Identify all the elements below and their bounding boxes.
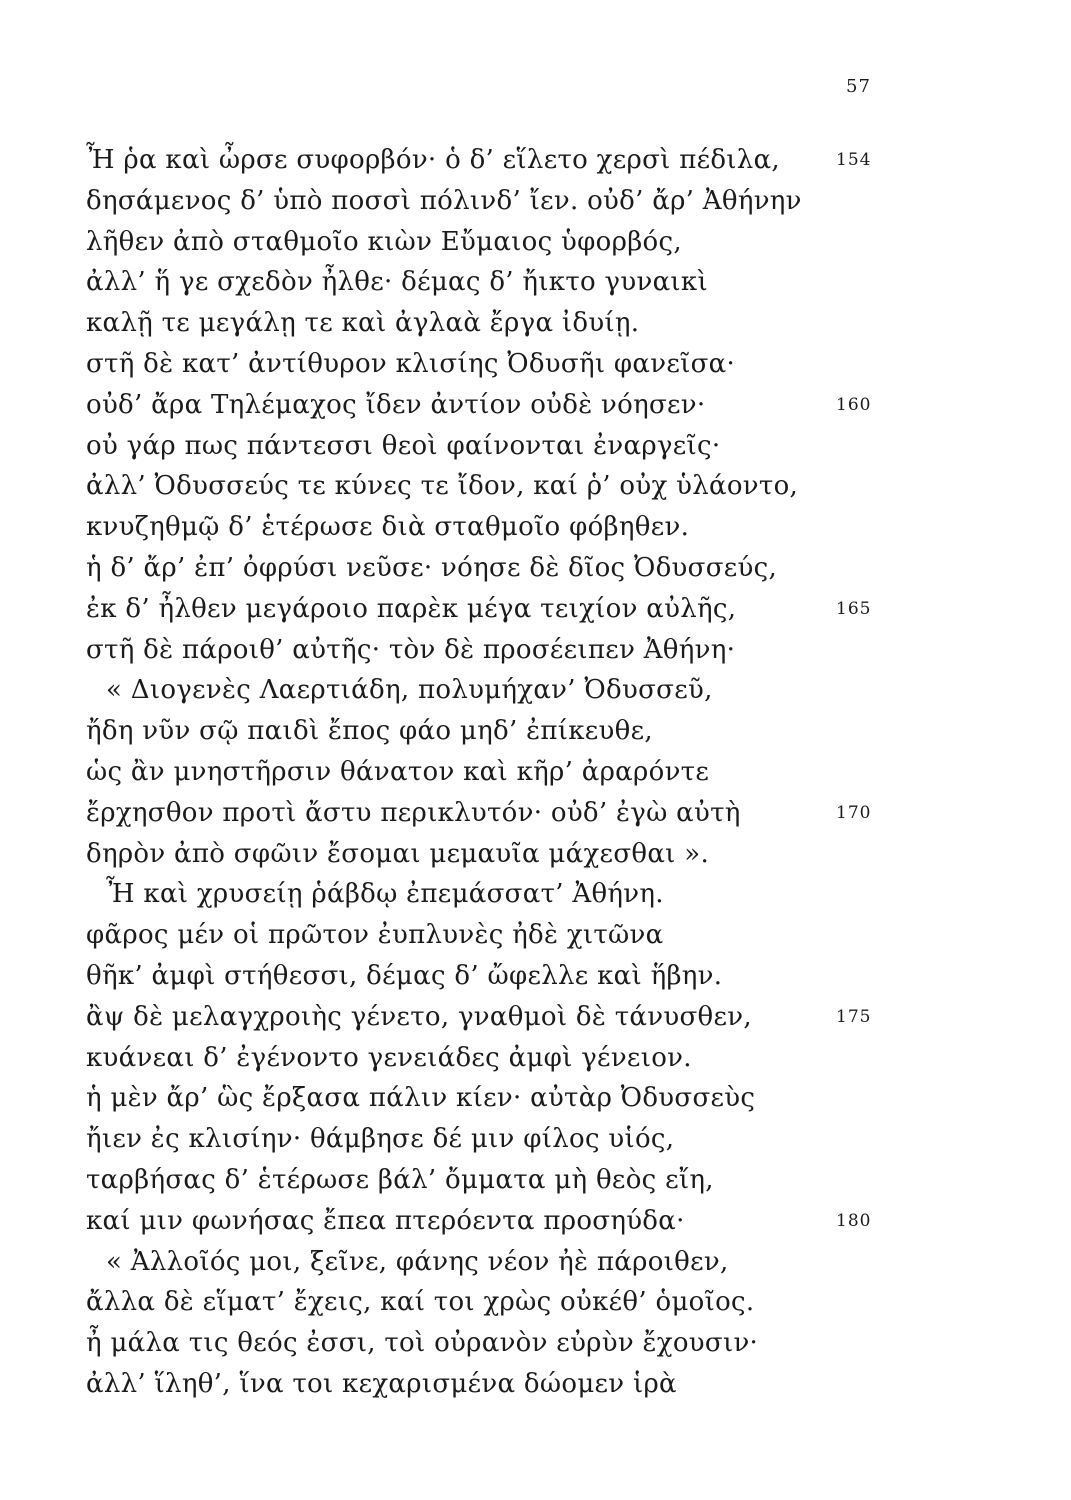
verse-text: καί μιν φωνήσας ἔπεα πτερόεντα προσηύδα· — [86, 1205, 685, 1236]
verse-line — [86, 793, 872, 834]
verse-text: ταρβήσας δ’ ἑτέρωσε βάλ’ ὄμματα μὴ θεὸς εἴη, — [86, 1164, 714, 1195]
verse-line — [86, 1038, 836, 1079]
verse-line — [86, 222, 836, 263]
page-number: 57 — [846, 76, 871, 97]
line-number: 170 — [836, 802, 872, 823]
verse-line — [86, 344, 836, 385]
verse-line — [86, 140, 872, 181]
verse-text: κυάνεαι δ’ ἐγένοντο γενειάδες ἀμφὶ γένειον. — [86, 1042, 692, 1073]
verse-text: ἦ μάλα τις θεός ἐσσι, τοὶ οὐρανὸν εὐρὺν ἔχουσιν· — [86, 1328, 759, 1359]
verse-text: ἀλλ’ ἵληθ’, ἵνα τοι κεχαρισμένα δώομεν ἱρὰ — [86, 1368, 677, 1399]
verse-line — [86, 1282, 836, 1323]
verse-line — [86, 548, 836, 589]
verse-text: ἤιεν ἐς κλισίην· θάμβησε δέ μιν φίλος υἱός, — [86, 1124, 675, 1155]
verse-line — [86, 1119, 836, 1160]
verse-line — [86, 303, 836, 344]
verse-line — [86, 670, 836, 711]
verse-line — [86, 466, 836, 507]
verse-text: ἀλλ’ ἥ γε σχεδὸν ἦλθε· δέμας δ’ ἤικτο γυναικὶ — [86, 267, 708, 298]
line-number: 160 — [836, 394, 872, 415]
verse-line — [86, 1078, 836, 1119]
verse-line — [86, 426, 836, 467]
verse-text: ἡ μὲν ἄρ’ ὣς ἔρξασα πάλιν κίεν· αὐτὰρ Ὀδυσσεὺς — [86, 1083, 756, 1114]
verse-text: δηρὸν ἀπὸ σφῶιν ἔσομαι μεμαυῖα μάχεσθαι ». — [86, 838, 710, 869]
verse-line — [86, 1201, 872, 1242]
verse-text: ἔρχησθον προτὶ ἄστυ περικλυτόν· οὐδ’ ἐγὼ αὐτὴ — [86, 797, 741, 828]
verse-text: οὐ γάρ πως πάντεσσι θεοὶ φαίνονται ἐναργεῖς· — [86, 430, 721, 461]
verse-text: στῆ δὲ πάροιθ’ αὐτῆς· τὸν δὲ προσέειπεν Ἀθήνη· — [86, 634, 736, 665]
verse-text: ἡ δ’ ἄρ’ ἐπ’ ὀφρύσι νεῦσε· νόησε δὲ δῖος Ὀδυσσεύς, — [86, 552, 778, 583]
verse-text: καλῇ τε μεγάλῃ τε καὶ ἀγλαὰ ἔργα ἰδυίῃ. — [86, 308, 640, 339]
verse-text: « Ἀλλοῖός μοι, ξεῖνε, φάνης νέον ἠὲ πάροιθεν, — [106, 1246, 729, 1277]
verse-text: ἀλλ’ Ὀδυσσεύς τε κύνες τε ἴδον, καί ῥ’ οὐχ ὑλάοντο, — [86, 471, 799, 502]
verse-line — [86, 956, 836, 997]
verse-text: Ἦ καὶ χρυσείῃ ῥάβδῳ ἐπεμάσσατ’ Ἀθήνη. — [106, 879, 664, 910]
verse-block — [86, 140, 872, 1405]
verse-line — [86, 262, 836, 303]
line-number: 154 — [836, 150, 872, 170]
verse-text: ἤδη νῦν σῷ παιδὶ ἔπος φάο μηδ’ ἐπίκευθε, — [86, 716, 653, 747]
verse-text: λῆθεν ἀπὸ σταθμοῖο κιὼν Εὔμαιος ὑφορβός, — [86, 226, 682, 257]
verse-text: θῆκ’ ἀμφὶ στήθεσσι, δέμας δ’ ὤφελλε καὶ ἥβην. — [86, 960, 723, 991]
verse-text: κνυζηθμῷ δ’ ἑτέρωσε διὰ σταθμοῖο φόβηθεν. — [86, 512, 690, 543]
verse-text: ἐκ δ’ ἦλθεν μεγάροιο παρὲκ μέγα τειχίον αὐλῆς, — [86, 593, 737, 624]
verse-line — [86, 181, 836, 222]
verse-text: φᾶρος μέν οἱ πρῶτον ἐυπλυνὲς ἠδὲ χιτῶνα — [86, 920, 664, 951]
verse-text: στῆ δὲ κατ’ ἀντίθυρον κλισίης Ὀδυσῆι φανεῖσα· — [86, 348, 736, 379]
verse-line — [86, 1323, 836, 1364]
verse-text: ἂψ δὲ μελαγχροιὴς γένετο, γναθμοὶ δὲ τάνυσθεν, — [86, 1001, 752, 1032]
verse-text: « Διογενὲς Λαερτιάδη, πολυμήχαν’ Ὀδυσσεῦ, — [106, 675, 713, 706]
verse-text: Ἦ ῥα καὶ ὦρσε συφορβόν· ὁ δ’ εἵλετο χερσὶ πέδιλα, — [86, 145, 781, 175]
verse-line — [86, 589, 872, 630]
verse-text: ὡς ἂν μνηστῆρσιν θάνατον καὶ κῆρ’ ἀραρόντε — [86, 756, 710, 787]
verse-line — [86, 915, 836, 956]
verse-line — [86, 1364, 836, 1405]
verse-text: ἄλλα δὲ εἵματ’ ἔχεις, καί τοι χρὼς οὐκέθ’ ὁμοῖος. — [86, 1287, 755, 1318]
verse-line — [86, 834, 836, 875]
line-number: 180 — [836, 1210, 872, 1231]
verse-line — [86, 1242, 836, 1283]
verse-line — [86, 507, 836, 548]
line-number: 175 — [836, 1006, 872, 1027]
verse-line — [86, 385, 872, 426]
verse-line — [86, 630, 836, 671]
verse-text: δησάμενος δ’ ὑπὸ ποσσὶ πόλινδ’ ἴεν. οὐδ’ ἄρ’ Ἀθήνην — [86, 185, 802, 216]
verse-line — [86, 752, 836, 793]
verse-line — [86, 1160, 836, 1201]
verse-text: οὐδ’ ἄρα Τηλέμαχος ἴδεν ἀντίον οὐδὲ νόησεν· — [86, 389, 706, 420]
line-number: 165 — [836, 598, 872, 619]
verse-line — [86, 874, 836, 915]
verse-line — [86, 711, 836, 752]
verse-line — [86, 997, 872, 1038]
